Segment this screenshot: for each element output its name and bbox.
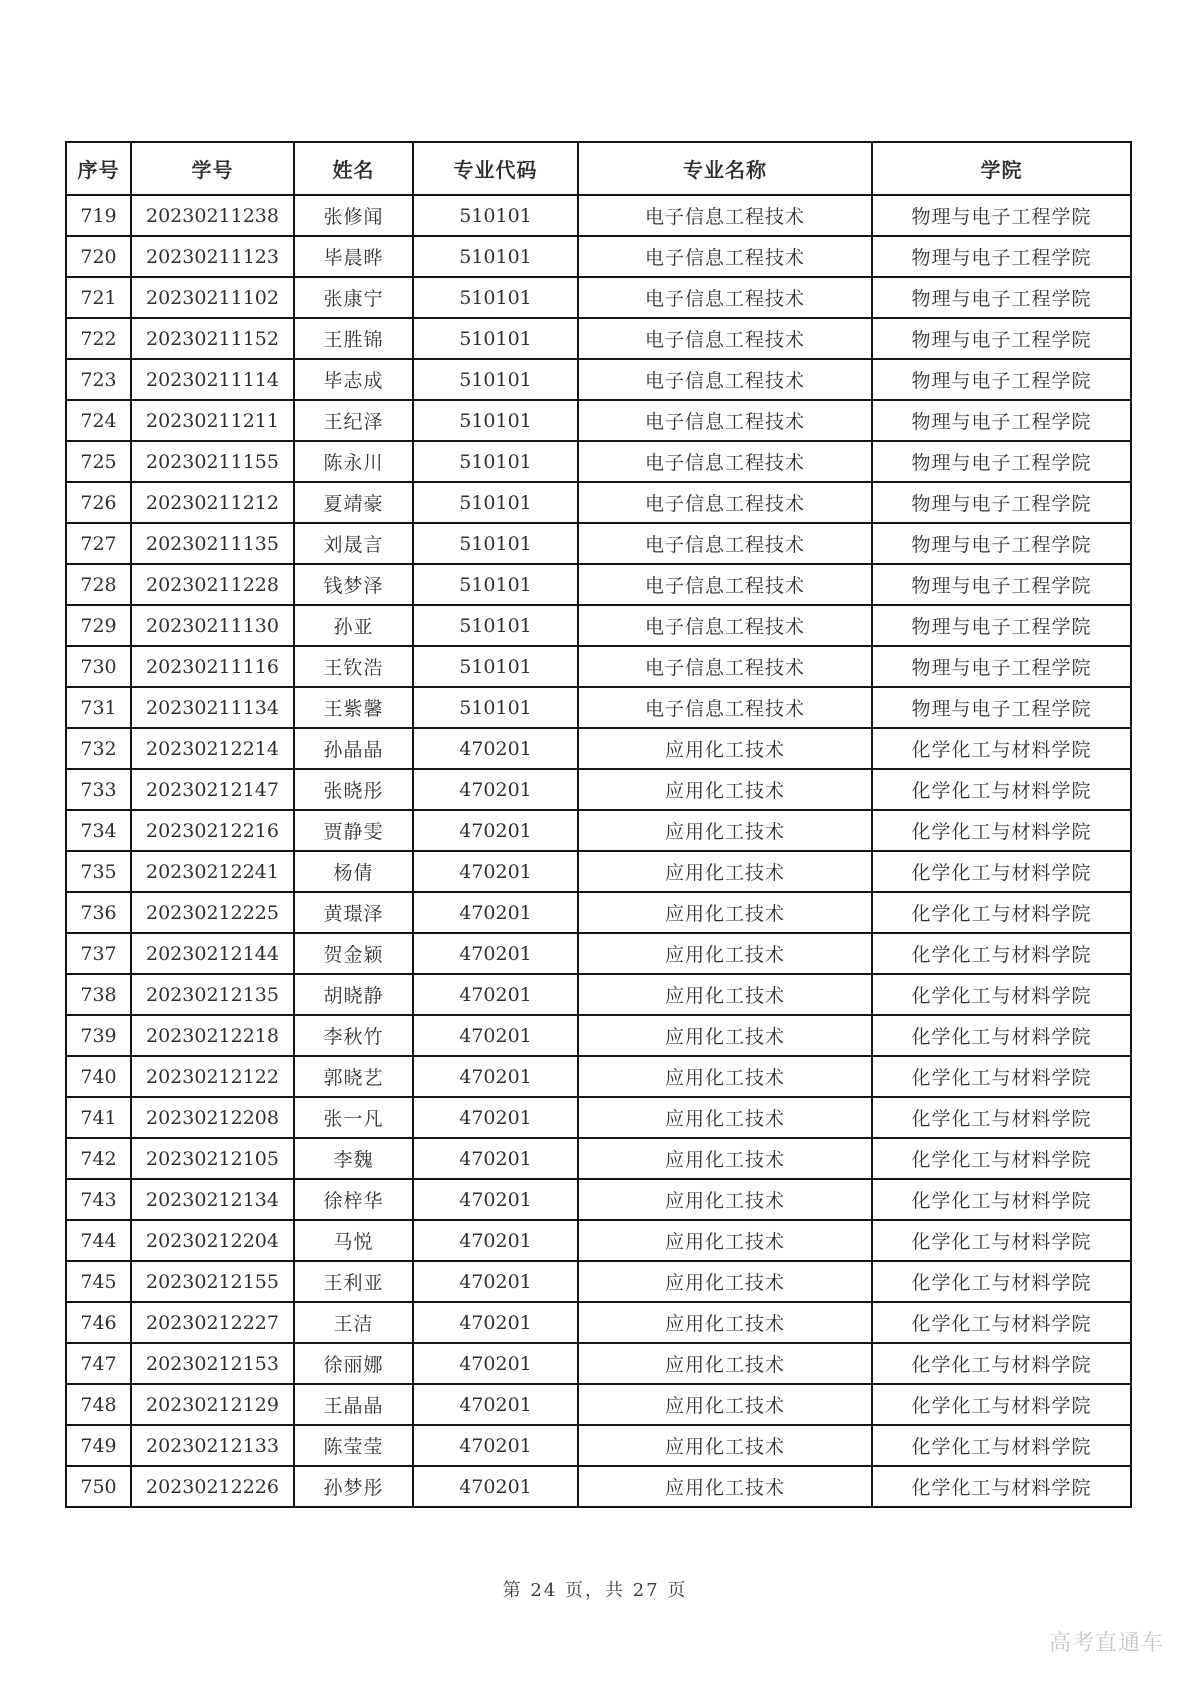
table-cell: 747 <box>66 1343 131 1384</box>
table-cell: 物理与电子工程学院 <box>872 646 1131 687</box>
table-body <box>66 195 1131 1507</box>
table-cell: 470201 <box>413 1097 578 1138</box>
table-cell: 20230212227 <box>131 1302 294 1343</box>
table-cell: 20230211102 <box>131 277 294 318</box>
table-cell: 741 <box>66 1097 131 1138</box>
table-cell: 20230211130 <box>131 605 294 646</box>
table-cell: 应用化工技术 <box>578 1138 872 1179</box>
table-cell: 徐丽娜 <box>294 1343 413 1384</box>
table-cell: 徐梓华 <box>294 1179 413 1220</box>
table-cell: 745 <box>66 1261 131 1302</box>
table-cell: 应用化工技术 <box>578 769 872 810</box>
table-cell: 刘晟言 <box>294 523 413 564</box>
table-row <box>66 564 1131 605</box>
table-cell: 510101 <box>413 441 578 482</box>
table-cell: 20230212153 <box>131 1343 294 1384</box>
table-cell: 李秋竹 <box>294 1015 413 1056</box>
table-cell: 470201 <box>413 1220 578 1261</box>
table-row <box>66 359 1131 400</box>
table-cell: 夏靖豪 <box>294 482 413 523</box>
table-cell: 510101 <box>413 523 578 564</box>
table-cell: 20230211116 <box>131 646 294 687</box>
table-cell: 化学化工与材料学院 <box>872 1425 1131 1466</box>
table-cell: 20230211238 <box>131 195 294 236</box>
column-header: 专业代码 <box>413 142 578 195</box>
table-cell: 化学化工与材料学院 <box>872 1302 1131 1343</box>
table-cell: 物理与电子工程学院 <box>872 482 1131 523</box>
table-cell: 物理与电子工程学院 <box>872 400 1131 441</box>
table-cell: 20230212226 <box>131 1466 294 1507</box>
table-cell: 20230212134 <box>131 1179 294 1220</box>
table-cell: 510101 <box>413 564 578 605</box>
table-cell: 748 <box>66 1384 131 1425</box>
table-cell: 744 <box>66 1220 131 1261</box>
table-cell: 470201 <box>413 1179 578 1220</box>
table-cell: 470201 <box>413 728 578 769</box>
table-cell: 726 <box>66 482 131 523</box>
table-cell: 510101 <box>413 277 578 318</box>
table-cell: 20230211212 <box>131 482 294 523</box>
table-cell: 20230212129 <box>131 1384 294 1425</box>
table-cell: 杨倩 <box>294 851 413 892</box>
table-row <box>66 892 1131 933</box>
table-cell: 化学化工与材料学院 <box>872 810 1131 851</box>
table-cell: 719 <box>66 195 131 236</box>
table-cell: 张晓彤 <box>294 769 413 810</box>
table-cell: 510101 <box>413 318 578 359</box>
table-cell: 化学化工与材料学院 <box>872 933 1131 974</box>
table-cell: 470201 <box>413 1384 578 1425</box>
table-row <box>66 851 1131 892</box>
table-cell: 胡晓静 <box>294 974 413 1015</box>
table-cell: 贺金颖 <box>294 933 413 974</box>
table-cell: 721 <box>66 277 131 318</box>
column-header: 学号 <box>131 142 294 195</box>
table-cell: 化学化工与材料学院 <box>872 1179 1131 1220</box>
table-cell: 黄璟泽 <box>294 892 413 933</box>
table-row <box>66 1097 1131 1138</box>
table-cell: 应用化工技术 <box>578 1302 872 1343</box>
table-cell: 化学化工与材料学院 <box>872 1097 1131 1138</box>
table-cell: 20230211123 <box>131 236 294 277</box>
table-cell: 应用化工技术 <box>578 1056 872 1097</box>
table-row <box>66 1302 1131 1343</box>
table-row <box>66 277 1131 318</box>
table-cell: 陈莹莹 <box>294 1425 413 1466</box>
table-cell: 20230211114 <box>131 359 294 400</box>
table-cell: 应用化工技术 <box>578 1220 872 1261</box>
table-cell: 物理与电子工程学院 <box>872 318 1131 359</box>
table-cell: 应用化工技术 <box>578 728 872 769</box>
table-cell: 应用化工技术 <box>578 1425 872 1466</box>
table-cell: 20230212241 <box>131 851 294 892</box>
table-cell: 20230212216 <box>131 810 294 851</box>
table-row <box>66 441 1131 482</box>
table-cell: 电子信息工程技术 <box>578 318 872 359</box>
table-cell: 电子信息工程技术 <box>578 482 872 523</box>
table-row <box>66 523 1131 564</box>
table-cell: 734 <box>66 810 131 851</box>
table-cell: 毕晨晔 <box>294 236 413 277</box>
table-cell: 510101 <box>413 400 578 441</box>
table-row <box>66 1425 1131 1466</box>
table-cell: 727 <box>66 523 131 564</box>
student-roster-table <box>65 141 1132 1508</box>
table-cell: 张康宁 <box>294 277 413 318</box>
table-cell: 马悦 <box>294 1220 413 1261</box>
table-header-row <box>66 142 1131 195</box>
table-cell: 728 <box>66 564 131 605</box>
table-cell: 470201 <box>413 810 578 851</box>
table-row <box>66 1179 1131 1220</box>
table-cell: 电子信息工程技术 <box>578 359 872 400</box>
table-cell: 742 <box>66 1138 131 1179</box>
table-cell: 物理与电子工程学院 <box>872 523 1131 564</box>
table-cell: 20230212214 <box>131 728 294 769</box>
table-cell: 物理与电子工程学院 <box>872 277 1131 318</box>
table-cell: 737 <box>66 933 131 974</box>
table-cell: 应用化工技术 <box>578 974 872 1015</box>
table-cell: 郭晓艺 <box>294 1056 413 1097</box>
table-cell: 20230212218 <box>131 1015 294 1056</box>
table-cell: 470201 <box>413 1056 578 1097</box>
table-cell: 732 <box>66 728 131 769</box>
table-cell: 张修闻 <box>294 195 413 236</box>
table-row <box>66 933 1131 974</box>
table-cell: 应用化工技术 <box>578 1015 872 1056</box>
table-cell: 应用化工技术 <box>578 1466 872 1507</box>
table-cell: 470201 <box>413 1425 578 1466</box>
table-cell: 470201 <box>413 1302 578 1343</box>
table-cell: 王胜锦 <box>294 318 413 359</box>
table-cell: 化学化工与材料学院 <box>872 728 1131 769</box>
table-row <box>66 1138 1131 1179</box>
table-cell: 应用化工技术 <box>578 1261 872 1302</box>
table-cell: 736 <box>66 892 131 933</box>
table-cell: 应用化工技术 <box>578 1097 872 1138</box>
table-cell: 电子信息工程技术 <box>578 236 872 277</box>
table-row <box>66 1384 1131 1425</box>
table-cell: 化学化工与材料学院 <box>872 851 1131 892</box>
table-cell: 510101 <box>413 359 578 400</box>
table-cell: 电子信息工程技术 <box>578 523 872 564</box>
table-cell: 20230211152 <box>131 318 294 359</box>
table-row <box>66 1466 1131 1507</box>
table-cell: 化学化工与材料学院 <box>872 1261 1131 1302</box>
table-cell: 物理与电子工程学院 <box>872 441 1131 482</box>
table-cell: 孙梦彤 <box>294 1466 413 1507</box>
table-cell: 746 <box>66 1302 131 1343</box>
table-cell: 应用化工技术 <box>578 1384 872 1425</box>
column-header: 姓名 <box>294 142 413 195</box>
table-cell: 20230212144 <box>131 933 294 974</box>
table-row <box>66 1056 1131 1097</box>
table-cell: 749 <box>66 1425 131 1466</box>
table-cell: 应用化工技术 <box>578 851 872 892</box>
table-cell: 化学化工与材料学院 <box>872 1466 1131 1507</box>
table-cell: 723 <box>66 359 131 400</box>
table-cell: 电子信息工程技术 <box>578 564 872 605</box>
table-cell: 470201 <box>413 1261 578 1302</box>
table-cell: 738 <box>66 974 131 1015</box>
table-cell: 应用化工技术 <box>578 892 872 933</box>
table-cell: 20230212208 <box>131 1097 294 1138</box>
table-cell: 470201 <box>413 892 578 933</box>
table-row <box>66 1015 1131 1056</box>
table-cell: 20230211228 <box>131 564 294 605</box>
table-cell: 张一凡 <box>294 1097 413 1138</box>
table-cell: 化学化工与材料学院 <box>872 769 1131 810</box>
table-cell: 740 <box>66 1056 131 1097</box>
table-cell: 物理与电子工程学院 <box>872 564 1131 605</box>
table-row <box>66 482 1131 523</box>
table-cell: 化学化工与材料学院 <box>872 1138 1131 1179</box>
table-cell: 20230212135 <box>131 974 294 1015</box>
table-cell: 化学化工与材料学院 <box>872 1015 1131 1056</box>
table-cell: 510101 <box>413 482 578 523</box>
table-cell: 731 <box>66 687 131 728</box>
table-cell: 470201 <box>413 1015 578 1056</box>
table-cell: 电子信息工程技术 <box>578 441 872 482</box>
table-cell: 王利亚 <box>294 1261 413 1302</box>
table-row <box>66 195 1131 236</box>
table-cell: 724 <box>66 400 131 441</box>
table-cell: 20230212155 <box>131 1261 294 1302</box>
table-row <box>66 1343 1131 1384</box>
table-cell: 730 <box>66 646 131 687</box>
table-cell: 470201 <box>413 769 578 810</box>
column-header: 序号 <box>66 142 131 195</box>
table-cell: 电子信息工程技术 <box>578 195 872 236</box>
table-cell: 电子信息工程技术 <box>578 646 872 687</box>
table-cell: 470201 <box>413 1138 578 1179</box>
page-number-footer: 第 24 页，共 27 页 <box>502 1580 688 1601</box>
table-cell: 20230212133 <box>131 1425 294 1466</box>
table-cell: 陈永川 <box>294 441 413 482</box>
table-cell: 化学化工与材料学院 <box>872 1056 1131 1097</box>
table-cell: 王紫馨 <box>294 687 413 728</box>
table-row <box>66 400 1131 441</box>
table-cell: 739 <box>66 1015 131 1056</box>
table-cell: 物理与电子工程学院 <box>872 605 1131 646</box>
table-cell: 钱梦泽 <box>294 564 413 605</box>
table-cell: 725 <box>66 441 131 482</box>
table-cell: 743 <box>66 1179 131 1220</box>
table-cell: 化学化工与材料学院 <box>872 1343 1131 1384</box>
table-cell: 物理与电子工程学院 <box>872 687 1131 728</box>
table-cell: 20230211155 <box>131 441 294 482</box>
column-header: 专业名称 <box>578 142 872 195</box>
table-cell: 470201 <box>413 1343 578 1384</box>
table-cell: 20230211211 <box>131 400 294 441</box>
table-cell: 470201 <box>413 933 578 974</box>
table-cell: 电子信息工程技术 <box>578 605 872 646</box>
table-row <box>66 728 1131 769</box>
table-cell: 物理与电子工程学院 <box>872 359 1131 400</box>
table-row <box>66 646 1131 687</box>
table-cell: 470201 <box>413 851 578 892</box>
table-cell: 孙亚 <box>294 605 413 646</box>
table-row <box>66 974 1131 1015</box>
table-cell: 王纪泽 <box>294 400 413 441</box>
table-cell: 贾静雯 <box>294 810 413 851</box>
table-cell: 720 <box>66 236 131 277</box>
table-cell: 510101 <box>413 687 578 728</box>
table-row <box>66 687 1131 728</box>
table-cell: 20230211135 <box>131 523 294 564</box>
table-cell: 20230212147 <box>131 769 294 810</box>
table-cell: 510101 <box>413 605 578 646</box>
table-cell: 化学化工与材料学院 <box>872 974 1131 1015</box>
table-cell: 722 <box>66 318 131 359</box>
table-cell: 应用化工技术 <box>578 933 872 974</box>
table-cell: 20230212204 <box>131 1220 294 1261</box>
table-row <box>66 810 1131 851</box>
table-cell: 王钦浩 <box>294 646 413 687</box>
table-cell: 470201 <box>413 1466 578 1507</box>
table-cell: 毕志成 <box>294 359 413 400</box>
table-row <box>66 769 1131 810</box>
table-cell: 化学化工与材料学院 <box>872 1220 1131 1261</box>
table-cell: 应用化工技术 <box>578 810 872 851</box>
table-row <box>66 318 1131 359</box>
table-cell: 电子信息工程技术 <box>578 687 872 728</box>
table-cell: 750 <box>66 1466 131 1507</box>
table-cell: 470201 <box>413 974 578 1015</box>
table-cell: 510101 <box>413 236 578 277</box>
table-cell: 物理与电子工程学院 <box>872 195 1131 236</box>
table-cell: 化学化工与材料学院 <box>872 1384 1131 1425</box>
table-row <box>66 236 1131 277</box>
table-cell: 510101 <box>413 195 578 236</box>
table-cell: 20230212225 <box>131 892 294 933</box>
table-cell: 王晶晶 <box>294 1384 413 1425</box>
table-cell: 510101 <box>413 646 578 687</box>
table-row <box>66 1220 1131 1261</box>
table-cell: 李魏 <box>294 1138 413 1179</box>
table-cell: 化学化工与材料学院 <box>872 892 1131 933</box>
watermark-text: 高考直通车 <box>1048 1631 1164 1656</box>
table-cell: 20230212105 <box>131 1138 294 1179</box>
table-cell: 应用化工技术 <box>578 1179 872 1220</box>
table-cell: 20230211134 <box>131 687 294 728</box>
table-cell: 20230212122 <box>131 1056 294 1097</box>
table-cell: 735 <box>66 851 131 892</box>
table-cell: 电子信息工程技术 <box>578 277 872 318</box>
table-row <box>66 605 1131 646</box>
table-cell: 应用化工技术 <box>578 1343 872 1384</box>
column-header: 学院 <box>872 142 1131 195</box>
table-cell: 733 <box>66 769 131 810</box>
table-cell: 孙晶晶 <box>294 728 413 769</box>
table-cell: 王洁 <box>294 1302 413 1343</box>
table-cell: 物理与电子工程学院 <box>872 236 1131 277</box>
table-cell: 电子信息工程技术 <box>578 400 872 441</box>
table-cell: 729 <box>66 605 131 646</box>
table-row <box>66 1261 1131 1302</box>
